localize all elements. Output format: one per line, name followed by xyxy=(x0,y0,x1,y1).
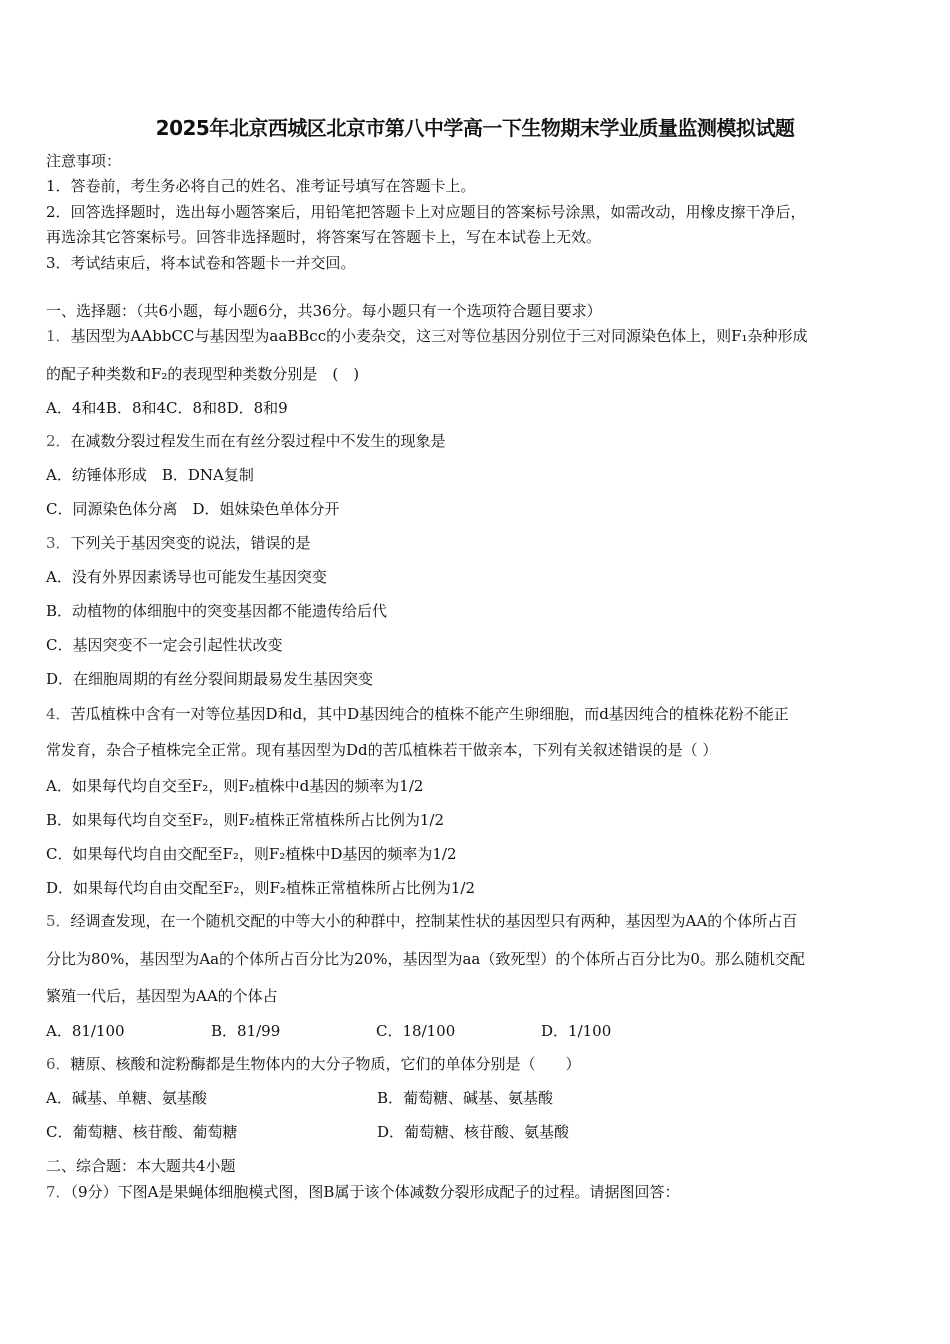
option-line: C．同源染色体分离 D．姐妹染色单体分开 xyxy=(46,500,340,518)
question-stem: 在减数分裂过程发生而在有丝分裂过程中不发生的现象是 xyxy=(70,432,446,450)
question-stem: 基因型为AAbbCC与基因型为aaBBcc的小麦杂交，这三对等位基因分别位于三对同源染色体上，则F₁杂种形成 xyxy=(70,327,808,345)
question-stem: 苦瓜植株中含有一对等位基因D和d，其中D基因纯合的植株不能产生卵细胞，而d基因纯合的植株花粉不能正 xyxy=(70,705,789,723)
option-a: A．碱基、单糖、氨基酸 xyxy=(46,1089,207,1107)
option-a: A．81/100 xyxy=(46,1022,125,1040)
option-line: D．在细胞周期的有丝分裂间期最易发生基因突变 xyxy=(46,670,374,688)
option-line: C．如果每代均自由交配至F₂，则F₂植株中D基因的频率为1/2 xyxy=(46,845,457,863)
option-line: B．动植物的体细胞中的突变基因都不能遗传给后代 xyxy=(46,602,388,620)
question-number: 6． xyxy=(46,1055,71,1073)
option-d: D．葡萄糖、核苷酸、氨基酸 xyxy=(377,1123,570,1141)
page-title: 2025年北京西城区北京市第八中学高一下生物期末学业质量监测模拟试题 xyxy=(155,116,795,140)
question-number: 7． xyxy=(46,1183,71,1201)
question-stem-cont: 分比为80%，基因型为Aa的个体所占百分比为20%，基因型为aa（致死型）的个体所占百分比为0。那么随机交配 xyxy=(46,950,805,968)
note-line: 再选涂其它答案标号。回答非选择题时，将答案写在答题卡上，写在本试卷上无效。 xyxy=(46,228,602,246)
question-stem-cont: 常发育，杂合子植株完全正常。现有基因型为Dd的苦瓜植株若干做亲本，下列有关叙述错误的是（ ） xyxy=(46,741,718,759)
question-5 xyxy=(46,911,797,931)
note-line: 1．答卷前，考生务必将自己的姓名、准考证号填写在答题卡上。 xyxy=(46,177,476,195)
question-options xyxy=(46,1021,706,1041)
question-number: 2． xyxy=(46,432,71,450)
option-line: A．纺锤体形成 B．DNA复制 xyxy=(46,466,254,484)
question-number: 1． xyxy=(46,327,71,345)
question-number: 5． xyxy=(46,912,71,930)
question-6 xyxy=(46,1054,581,1074)
question-4 xyxy=(46,704,789,724)
option-line: D．如果每代均自由交配至F₂，则F₂植株正常植株所占比例为1/2 xyxy=(46,879,476,897)
option-b: B．81/99 xyxy=(211,1022,281,1040)
option-line: A．没有外界因素诱导也可能发生基因突变 xyxy=(46,568,327,586)
section-heading: 二、综合题：本大题共4小题 xyxy=(46,1157,236,1175)
section-heading: 一、选择题：（共6小题，每小题6分，共36分。每小题只有一个选项符合题目要求） xyxy=(46,302,602,320)
option-c: C．葡萄糖、核苷酸、葡萄糖 xyxy=(46,1123,238,1141)
option-c: C．18/100 xyxy=(376,1022,456,1040)
question-stem: （9分）下图A是果蝇体细胞模式图，图B属于该个体减数分裂形成配子的过程。请据图回答： xyxy=(70,1183,680,1201)
question-stem-cont: 繁殖一代后，基因型为AA的个体占 xyxy=(46,987,278,1005)
question-3 xyxy=(46,533,311,553)
note-line: 3．考试结束后，将本试卷和答题卡一并交回。 xyxy=(46,254,356,272)
question-number: 4． xyxy=(46,705,71,723)
question-stem: 糖原、核酸和淀粉酶都是生物体内的大分子物质，它们的单体分别是（ ） xyxy=(70,1055,581,1073)
question-options: A．4和4B．8和4C．8和8D．8和9 xyxy=(46,399,288,417)
question-stem-cont: 的配子种类数和F₂的表现型种类数分别是 ( ) xyxy=(46,365,360,383)
notes-heading: 注意事项： xyxy=(46,152,122,170)
question-stem: 经调查发现，在一个随机交配的中等大小的种群中，控制某性状的基因型只有两种，基因型为AA的个体所占百 xyxy=(70,912,798,930)
question-7 xyxy=(46,1182,679,1202)
option-b: B．葡萄糖、碱基、氨基酸 xyxy=(377,1089,554,1107)
question-options xyxy=(46,1122,708,1142)
question-stem: 下列关于基因突变的说法，错误的是 xyxy=(70,534,311,552)
option-d: D．1/100 xyxy=(541,1022,612,1040)
question-1 xyxy=(46,326,808,346)
question-options xyxy=(46,1088,708,1108)
option-line: B．如果每代均自交至F₂，则F₂植株正常植株所占比例为1/2 xyxy=(46,811,445,829)
note-line: 2．回答选择题时，选出每小题答案后，用铅笔把答题卡上对应题目的答案标号涂黑，如需改动，用橡皮擦干净后， xyxy=(46,203,806,221)
question-number: 3． xyxy=(46,534,71,552)
question-2 xyxy=(46,431,446,451)
option-line: C．基因突变不一定会引起性状改变 xyxy=(46,636,283,654)
option-line: A．如果每代均自交至F₂，则F₂植株中d基因的频率为1/2 xyxy=(46,777,424,795)
